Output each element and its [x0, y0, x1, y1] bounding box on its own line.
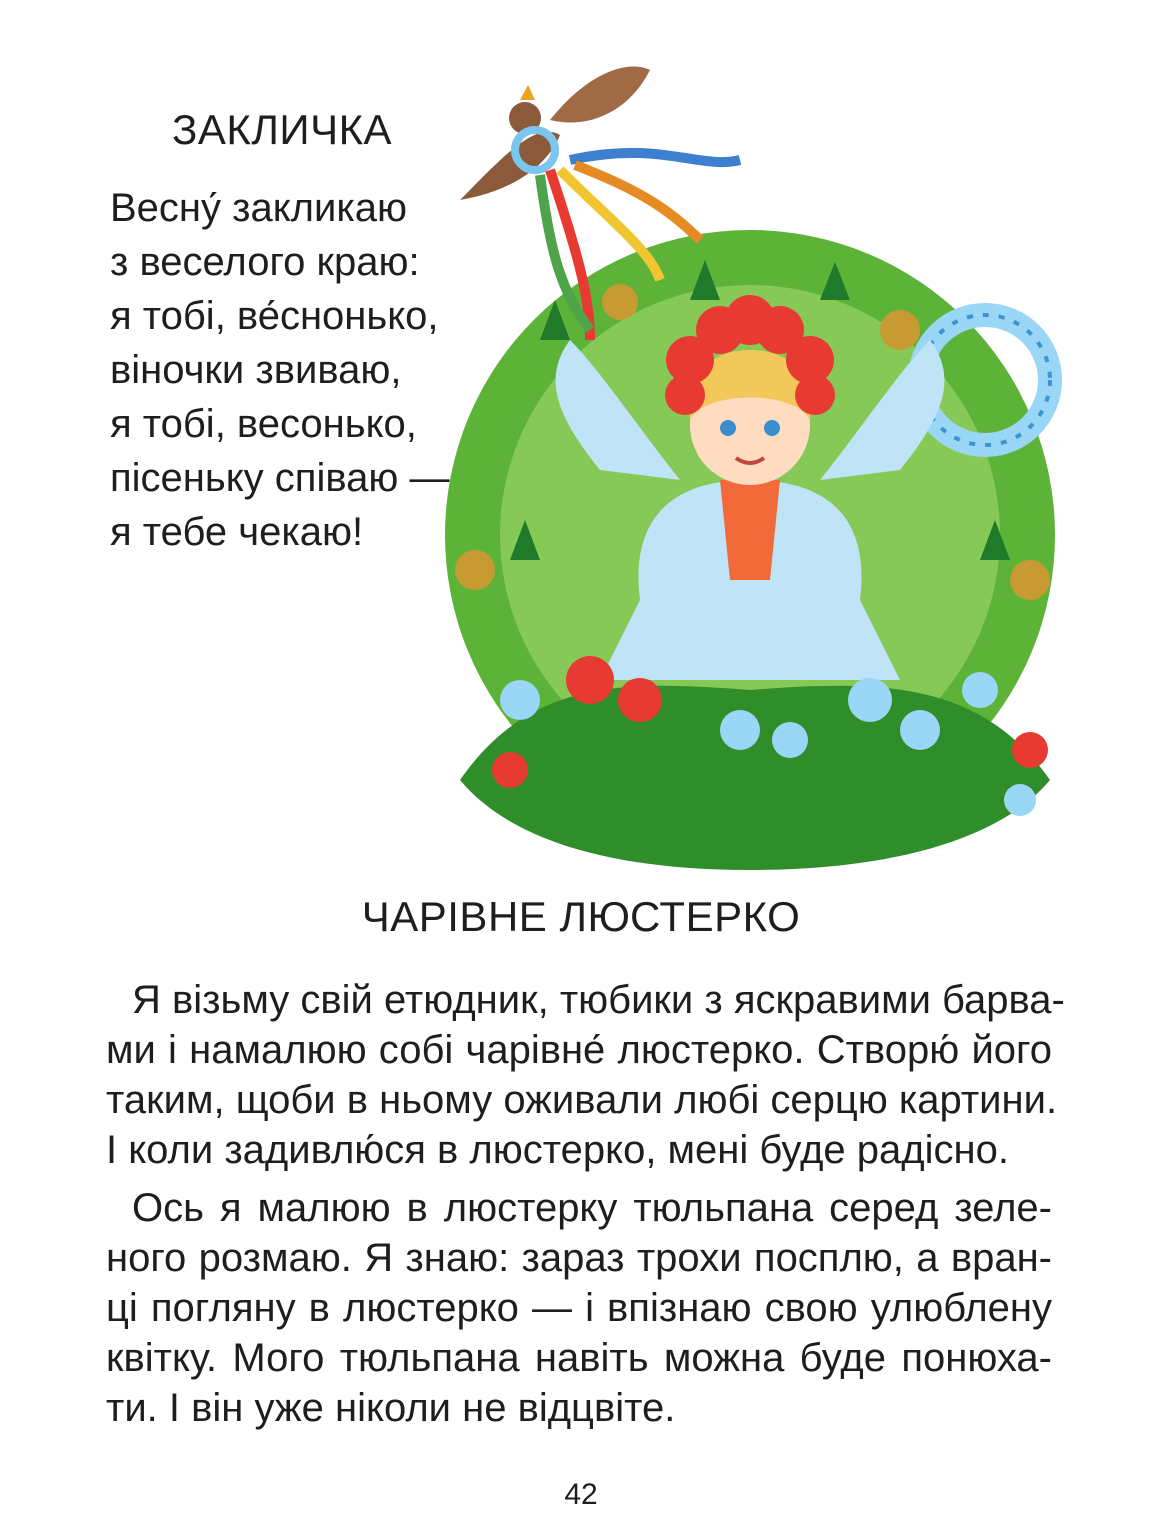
story-line: Ось я малюю в люстерку тюльпана серед зеле-	[132, 1186, 1052, 1230]
story-paragraph-2	[106, 1183, 1052, 1433]
poem-line: віночки звиваю,	[110, 348, 402, 392]
poem-line: з веселого краю:	[110, 240, 420, 284]
story-line: квітку. Мого тюльпана навіть можна буде понюха-	[106, 1336, 1052, 1380]
story-line: ного розмаю. Я знаю: зараз трохи посплю, а вран-	[106, 1236, 1052, 1280]
story-line: ти. І він уже ніколи не відцвіте.	[106, 1386, 676, 1430]
poem-line: пісеньку співаю —	[110, 456, 450, 500]
story-line: І коли задивлю́ся в люстерко, мені буде радісно.	[106, 1128, 1009, 1172]
poem-line: я тобі, ве́снонько,	[110, 294, 439, 338]
girl-in-flower-wreath-illustration	[440, 40, 1090, 870]
story-text	[106, 975, 1065, 1441]
page-number: 42	[564, 1478, 598, 1511]
story-line: таким, щоби в ньому оживали любі серцю картини.	[106, 1078, 1058, 1122]
poem	[110, 181, 450, 559]
poem-line: Весну́ закликаю	[110, 186, 407, 230]
story-title: ЧАРІВНЕ ЛЮСТЕРКО	[361, 893, 801, 940]
poem-title: ЗАКЛИЧКА	[172, 106, 393, 153]
story-paragraph-1	[106, 975, 1065, 1175]
poem-line: я тобі, весонько,	[110, 402, 417, 446]
poem-line: я тебе чекаю!	[110, 510, 364, 554]
story-line: Я візьму свій етюдник, тюбики з яскравими барва-	[132, 978, 1065, 1022]
story-line: ці погляну в люстерко — і впізнаю свою улюблену	[106, 1286, 1052, 1330]
story-line: ми і намалюю собі чарівне́ люстерко. Створю́ його	[106, 1028, 1052, 1072]
